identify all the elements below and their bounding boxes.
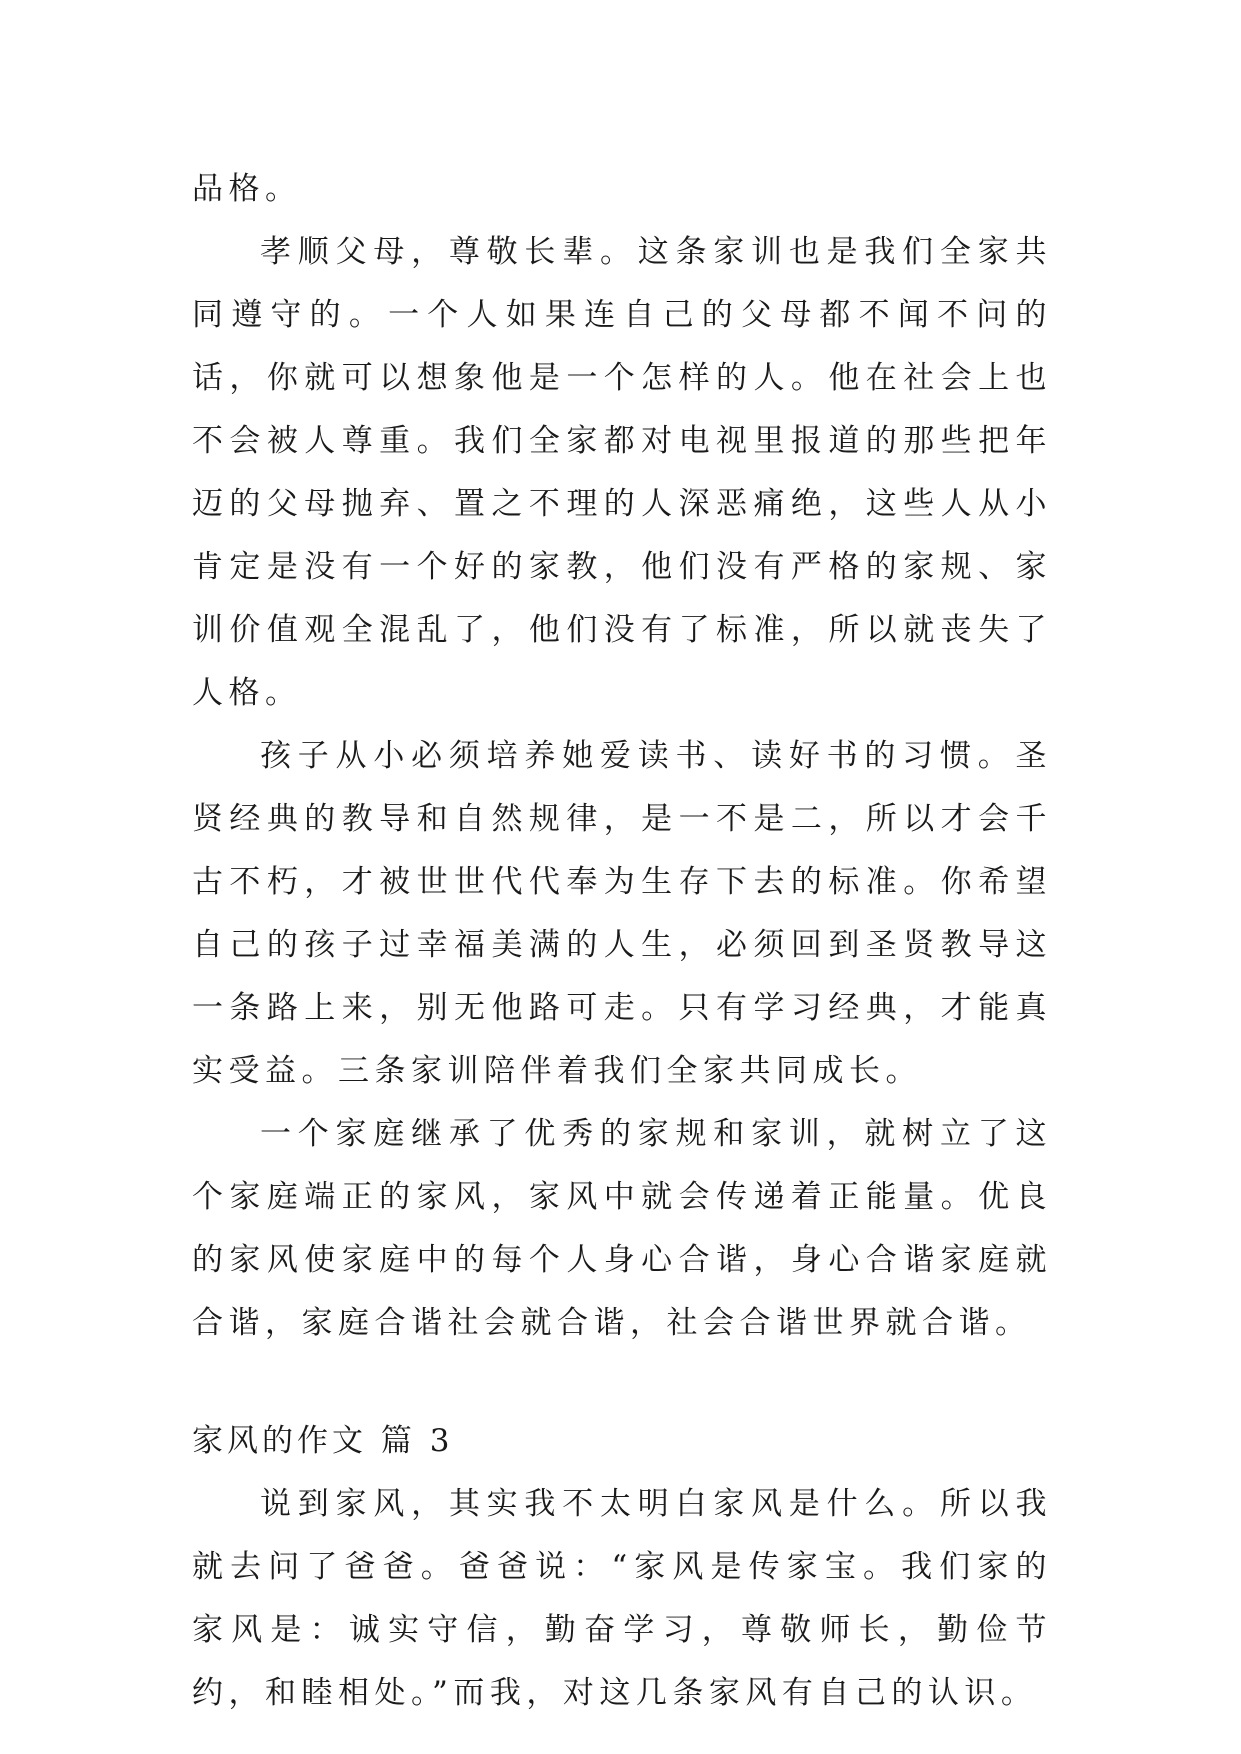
paragraph-1: 品格。 bbox=[192, 171, 302, 207]
paragraph-4: 一个家庭继承了优秀的家规和家训，就树立了这个家庭端正的家风，家风中就会传递着正能量。优良的家风使家庭中的每个人身心合谐，身心合谐家庭就合谐，家庭合谐社会就合谐，社会合谐世界就合谐。 bbox=[192, 1116, 1052, 1341]
paragraph-5: 说到家风，其实我不太明白家风是什么。所以我就去问了爸爸。爸爸说：“家风是传家宝。我们家的家风是：诚实守信，勤奋学习，尊敬师长，勤俭节约，和睦相处。”而我，对这几条家风有自己的认识。 bbox=[192, 1486, 1052, 1711]
paragraph-2: 孝顺父母，尊敬长辈。这条家训也是我们全家共同遵守的。一个人如果连自己的父母都不闻不问的话，你就可以想象他是一个怎样的人。他在社会上也不会被人尊重。我们全家都对电视里报道的那些把年迈的父母抛弃、置之不理的人深恶痛绝，这些人从小肯定是没有一个好的家教，他们没有严格的家规、家训价值观全混乱了，他们没有了标准，所以就丧失了人格。 bbox=[192, 234, 1052, 711]
section-heading: 家风的作文 篇 3 bbox=[192, 1423, 454, 1459]
paragraph-3: 孩子从小必须培养她爱读书、读好书的习惯。圣贤经典的教导和自然规律，是一不是二，所以才会千古不朽，才被世世代代奉为生存下去的标准。你希望自己的孩子过幸福美满的人生，必须回到圣贤教导这一条路上来，别无他路可走。只有学习经典，才能真实受益。三条家训陪伴着我们全家共同成长。 bbox=[192, 738, 1052, 1089]
document-body bbox=[192, 158, 1052, 1725]
